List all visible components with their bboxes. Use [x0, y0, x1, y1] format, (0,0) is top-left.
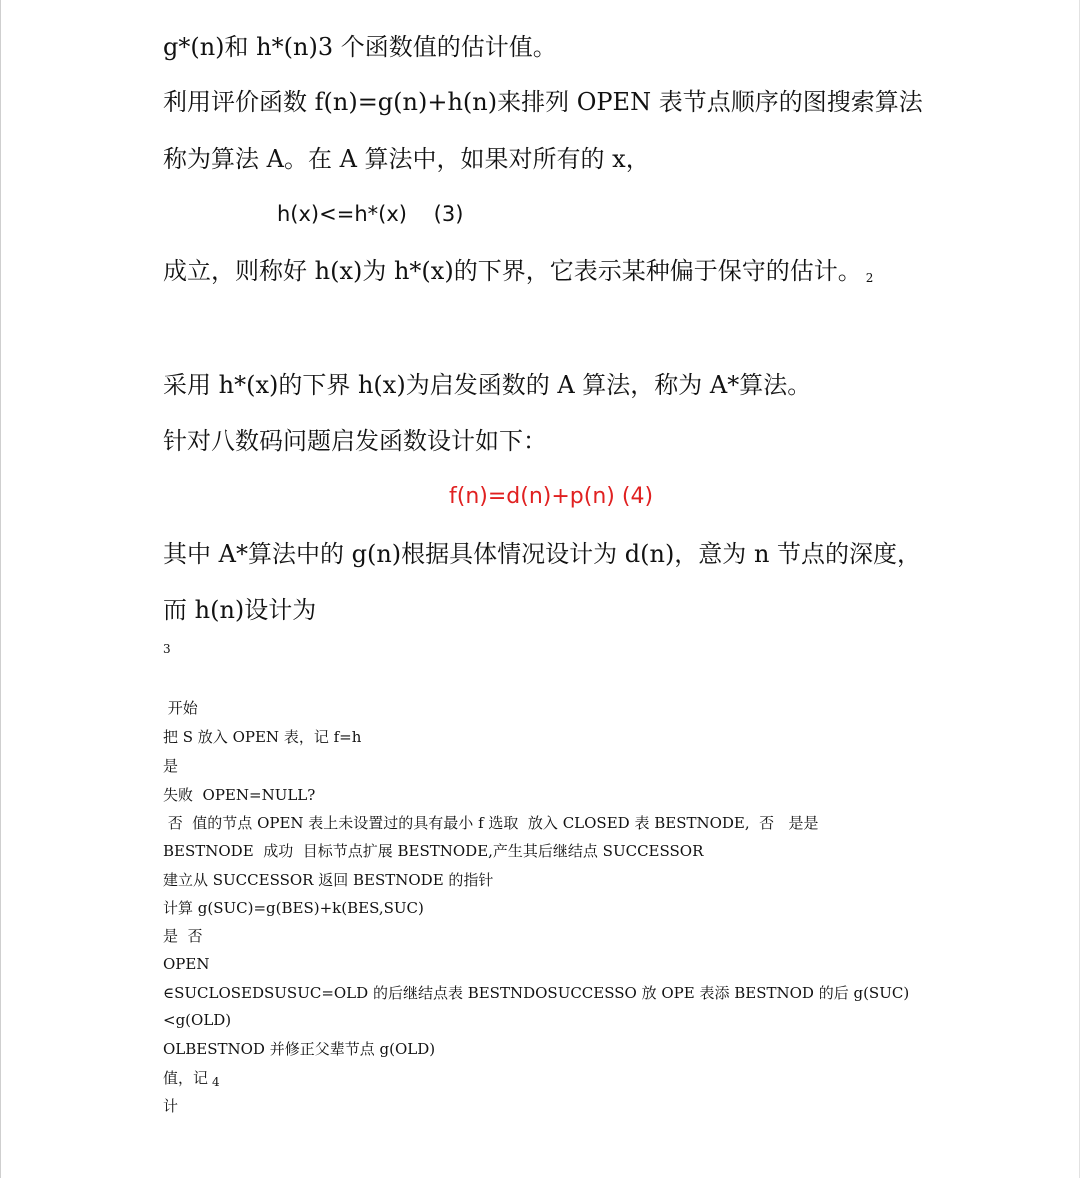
flow-line-14 [163, 1068, 220, 1089]
flow-line-15: 计 [163, 1097, 179, 1115]
flow-line-3: 是 [163, 757, 179, 775]
paragraph-1: g*(n)和 h*(n)3 个函数值的估计值。 [163, 33, 557, 61]
paragraph-6: 针对八数码问题启发函数设计如下： [163, 427, 547, 455]
page-number-4: 4 [212, 1075, 220, 1089]
flow-line-1: 开始 [163, 699, 198, 717]
equation-4: f(n)=d(n)+p(n) (4) [449, 484, 654, 509]
page-left-border [0, 0, 1, 1178]
footnote-marker-2: 2 [865, 271, 874, 285]
paragraph-3: 称为算法 A。在 A 算法中，如果对所有的 x， [163, 145, 650, 173]
paragraph-4 [163, 256, 873, 290]
flow-line-13: OLBESTNOD 并修正父辈节点 g(OLD) [163, 1040, 436, 1058]
flow-line-9: 是 否 [163, 927, 203, 945]
paragraph-8: 而 h(n)设计为 [163, 596, 317, 624]
paragraph-7: 其中 A*算法中的 g(n)根据具体情况设计为 d(n)，意为 n 节点的深度， [163, 540, 922, 568]
flow-line-6: BESTNODE 成功 目标节点扩展 BESTNODE,产生其后继结点 SUCCESSOR [163, 842, 704, 860]
paragraph-2: 利用评价函数 f(n)=g(n)+h(n)来排列 OPEN 表节点顺序的图搜索算法 [163, 88, 923, 116]
equation-3: h(x)<=h*(x) (3) [277, 202, 464, 226]
paragraph-4-text: 成立，则称好 h(x)为 h*(x)的下界，它表示某种偏于保守的估计。 [163, 257, 862, 285]
flow-line-2: 把 S 放入 OPEN 表，记 f=h [163, 728, 362, 746]
flow-line-12: <g(OLD) [163, 1011, 232, 1029]
flow-line-7: 建立从 SUCCESSOR 返回 BESTNODE 的指针 [163, 871, 494, 889]
flow-line-14-text: 值，记 [163, 1069, 209, 1087]
flow-line-5: 否 值的节点 OPEN 表上未设置过的具有最小 f 选取 放入 CLOSED 表 BESTNODE, 否 是是 [163, 814, 819, 832]
flow-line-4: 失败 OPEN=NULL? [163, 786, 316, 804]
flow-line-8: 计算 g(SUC)=g(BES)+k(BES,SUC) [163, 899, 424, 917]
flow-line-11: ∈SUCLOSEDSUSUC=OLD 的后继结点表 BESTNDOSUCCESSO 放 OPE 表添 BESTNOD 的后 g(SUC) [163, 984, 910, 1002]
flow-line-10: OPEN [163, 955, 210, 973]
page-number-3: 3 [163, 642, 171, 656]
paragraph-5: 采用 h*(x)的下界 h(x)为启发函数的 A 算法，称为 A*算法。 [163, 371, 812, 399]
